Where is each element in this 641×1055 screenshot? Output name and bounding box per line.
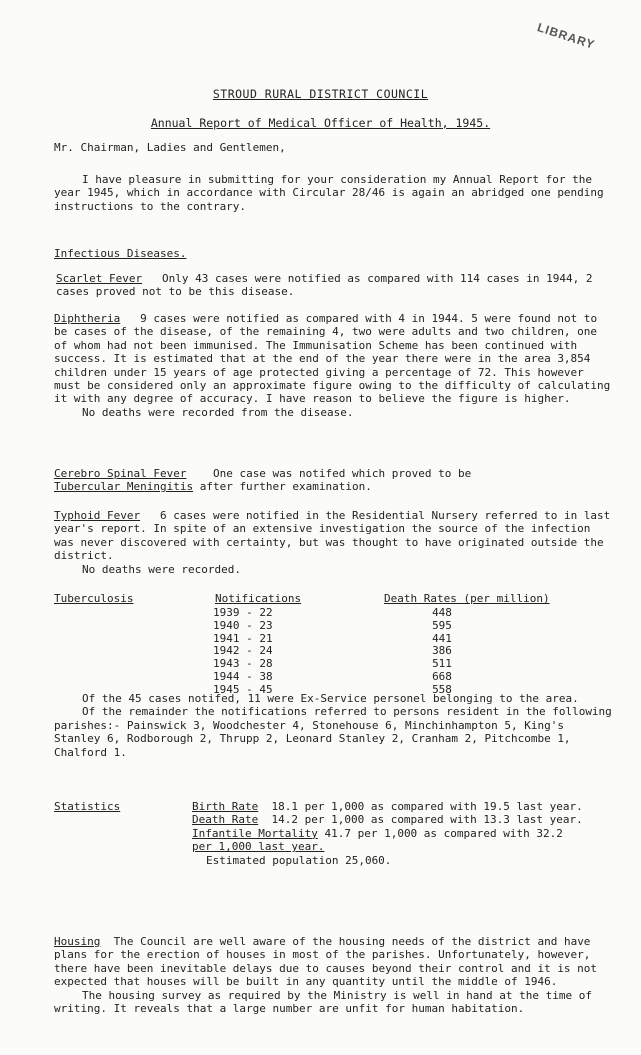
diphtheria-no-deaths: No deaths were recorded from the disease. [82, 405, 354, 419]
notifications-header: Notifications [215, 592, 302, 605]
birth-rate-label: Birth Rate [192, 800, 259, 813]
typhoid-label: Typhoid Fever [54, 509, 141, 522]
tubercular-meningitis-label: Tubercular Meningitis [54, 480, 194, 494]
typhoid-text: 6 cases were notified in the Residential Nursery referred to in last year's report. In spite of an extensive investigation the source of the infection was never discovered with certainty, but was thought to have originated outside the district. [54, 509, 611, 563]
diphtheria-label: Diphtheria [54, 312, 121, 325]
death-rate-label: Death Rate [192, 813, 259, 827]
statistics-section [192, 800, 622, 867]
population-line: Estimated population 25,060. [206, 853, 392, 867]
intro-paragraph: I have pleasure in submitting for your consideration my Annual Report for the year 1945, which in accordance with Circular 28/46 is again an abridged one pending instructions to the contrary. [54, 173, 604, 213]
library-stamp: LIBRARY [535, 20, 597, 52]
tuberculosis-ex-service-paragraph: Of the 45 cases notifed, 11 were Ex-Service personel belonging to the area. [82, 692, 579, 705]
council-heading: STROUD RURAL DISTRICT COUNCIL [212, 87, 429, 101]
infantile-mortality-text: 41.7 per 1,000 as compared with 32.2 [324, 826, 563, 840]
scarlet-fever-text: Only 43 cases were notified as compared with 114 cases in 1944, 2 cases proved not to be this disease. [56, 272, 593, 299]
housing-paragraph [54, 935, 614, 989]
housing-survey-paragraph: The housing survey as required by the Ministry is well in hand at the time of writing. It reveals that a large number are unfit for human habitation. [54, 988, 592, 1016]
infantile-mortality-line [192, 827, 622, 854]
report-title: Annual Report of Medical Officer of Health, 1945. [150, 116, 491, 130]
housing-section [54, 935, 614, 1015]
tubercular-meningitis-text: after further examination. [199, 480, 372, 494]
diphtheria-text: 9 cases were notified as compared with 4 in 1944. 5 were found not to be cases of the disease, of the remaining 4, two were adults and two children, one of whom had not been immunised. The Immunisation Scheme has been continued with success. It is estimated that at the end of the year there were in the area 3,854 children under 15 years of age protected giving a percentage of 72. This however must be considered only an approximate figure owing to the difficulty of calculating it with any degree of accuracy. I have reason to believe the figure is higher. [54, 312, 611, 406]
typhoid-paragraph [54, 509, 614, 563]
death-rate-text: 14.2 per 1,000 as compared with 13.3 last year. [271, 813, 583, 827]
typhoid-no-deaths: No deaths were recorded. [82, 562, 241, 576]
scarlet-fever-label: Scarlet Fever [56, 272, 143, 285]
cerebro-spinal-label: Cerebro Spinal Fever [54, 467, 187, 480]
diphtheria-paragraph [54, 312, 614, 406]
cerebro-spinal-text: One case was notifed which proved to be [212, 467, 472, 480]
death-rates-header: Death Rates (per million) [384, 592, 550, 605]
housing-label: Housing [54, 935, 101, 948]
diphtheria-section [54, 312, 614, 419]
statistics-label: Statistics [54, 800, 121, 813]
document-page: LIBRARY STROUD RURAL DISTRICT COUNCIL Annual Report of Medical Officer of Health, 1945. Mr. Chairman, Ladies and Gentlemen, I have pleasure in submitting for your consideration my Annual Report for the year 1945, which in accordance with Circular 28/46 is again an abridged one pending instructions to the contrary. Infectious Diseases. Scarlet Fever Only 43 cases were notified as compared with 114 cases in 1944, 2 cases proved not to be this disease. Diphtheria 9 cases were notified as compared with 4 in 1944. 5 were found not to be cases of the disease, of the remaining 4, two were adults and two children, one of whom had not been immunised. The Immunisation Scheme has been continued with success. It is estimated that at the end of the year there were in the area 3,854 children under 15 years of age protected giving a percentage of 72. This however must be considered only an approximate figure owing to the difficulty of calculating it with any degree of accuracy. I have reason to believe the figure is higher. No deaths were recorded from the disease. Cerebro Spinal Fever One case was notifed which proved to be Tubercular Meningitis after further examination. Typhoid Fever 6 cases were notified in the Residential Nursery referred to in last year's report. In spite of an extensive investigation the source of the infection was never discovered with certainty, but was thought to have originated outside the district. No deaths were recorded. Tuberculosis Notifications Death Rates (per million) 1939 - 22 448 1940 - 23 595 1941 - 21 441 1942 - 24 386 1943 - 28 511 1944 - 38 668 1945 - 45 558 Of the 45 cases notifed, 11 were Ex-Service personel belonging to the area. Of the remainder the notifications referred to persons resident in the following parishes:- Painswick 3, Woodchester 4, Stonehouse 6, Minchinhampton 5, King's Stanley 6, Rodborough 2, Thrupp 2, Leonard Stanley 2, Cranham 2, Pitchcombe 1, Chalford 1. Statistics Birth Rate 18.1 per 1,000 as compared with 19.5 last year. Death Rate 14.2 per 1,000 as compared with 13.3 last year. Infantile Mortality 41.7 per 1,000 as compared with 32.2 per 1,000 last year. Estimated population 25,060. Housing The Council are well aware of the housing needs of the district and have plans for the erection of houses in most of the parishes. Unfortunately, however, there have been inevitable delays due to causes beyond their control and it is not expected that houses will be built in any quantity until the middle of 1946. The housing survey as required by the Ministry is well in hand at the time of writing. It reveals that a large number are unfit for human habitation. [0, 0, 641, 1055]
housing-text: The Council are well aware of the housing needs of the district and have plans for the erection of houses in most of the parishes. Unfortunately, however, there have been inevitable delays due to causes beyond their control and it is not expected that houses will be built in any quantity until the middle of 1946. [54, 935, 598, 989]
birth-rate-line [192, 800, 622, 813]
infectious-diseases-heading: Infectious Diseases. [54, 247, 187, 260]
tuberculosis-label: Tuberculosis [54, 592, 134, 605]
cerebro-spinal-section [54, 467, 614, 494]
salutation: Mr. Chairman, Ladies and Gentlemen, [54, 141, 286, 154]
typhoid-section [54, 509, 614, 576]
death-rate-line [192, 813, 622, 826]
scarlet-fever-paragraph [56, 272, 616, 299]
birth-rate-text: 18.1 per 1,000 as compared with 19.5 last year. [271, 800, 583, 813]
infantile-mortality-text2: per 1,000 last year. [192, 840, 325, 854]
tuberculosis-parishes-paragraph: Of the remainder the notifications referred to persons resident in the following parishes:- Painswick 3, Woodchester 4, Stonehouse 6, Minchinhampton 5, King's Stanley 6, Rodborough 2, Thrupp 2, Leonard Stanley 2, Cranham 2, Pitchcombe 1, Chalford 1. [54, 705, 612, 759]
infantile-mortality-label: Infantile Mortality [192, 826, 318, 840]
tuberculosis-paragraphs [54, 692, 614, 759]
